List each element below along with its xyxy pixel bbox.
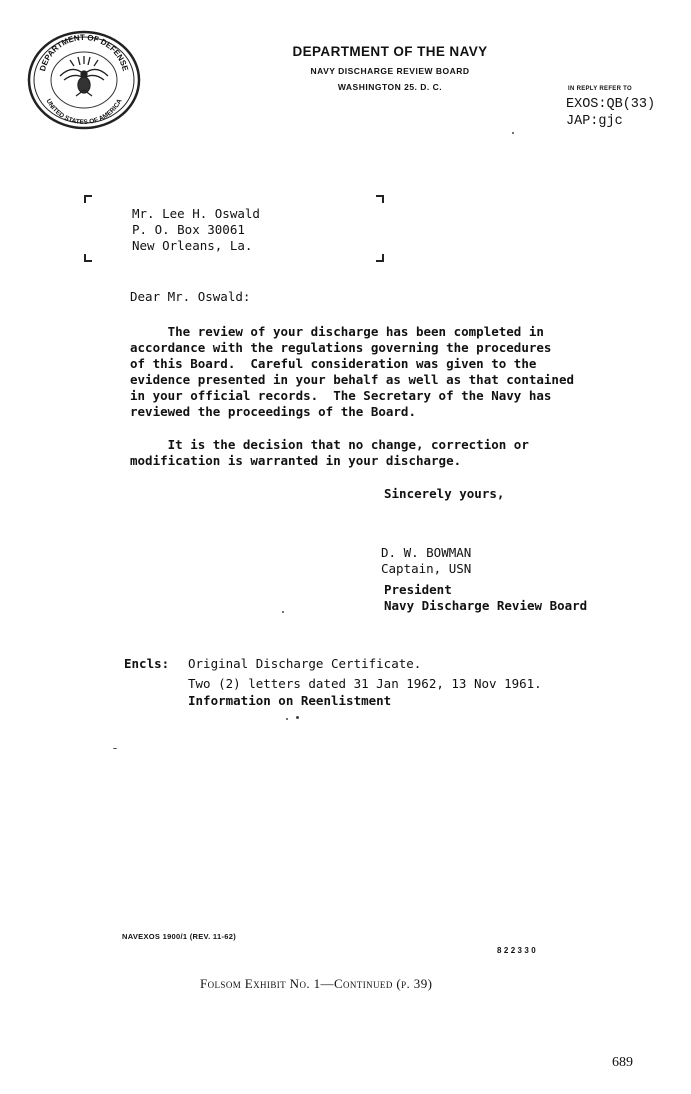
enclosure-item: Original Discharge Certificate. [188,656,422,671]
scan-speck [296,716,299,719]
scan-speck [282,611,284,613]
exhibit-caption: Folsom Exhibit No. 1—Continued (p. 39) [200,976,433,991]
body-line: in your official records. The Secretary of the Navy has [130,388,552,403]
body-line: reviewed the proceedings of the Board. [130,404,416,419]
location-heading: WASHINGTON 25. D. C. [337,82,443,92]
form-number: NAVEXOS 1900/1 (REV. 11-62) [122,932,236,941]
typist-initials: JAP:gjc [566,114,623,129]
board-heading: NAVY DISCHARGE REVIEW BOARD [310,66,470,76]
closing: Sincerely yours, [384,486,505,501]
enclosure-item: Two (2) letters dated 31 Jan 1962, 13 Nov 1961. [188,676,542,691]
address-corner-mark [376,254,384,262]
enclosures-label: Encls: [124,656,170,671]
signer-rank: Captain, USN [381,561,472,576]
address-corner-mark [84,195,92,203]
reply-refer-label: IN REPLY REFER TO [568,86,633,92]
body-line: modification is warranted in your discharge. [130,453,462,468]
body-line: The review of your discharge has been completed in [130,324,544,339]
enclosure-item: Information on Reenlistment [188,693,392,708]
address-line: P. O. Box 30061 [132,222,245,237]
department-seal [26,30,142,130]
scan-speck [113,748,117,749]
document-code: 822330 [497,946,539,955]
salutation: Dear Mr. Oswald: [130,289,251,304]
signer-organization: Navy Discharge Review Board [384,598,588,613]
body-line: It is the decision that no change, correction or [130,437,529,452]
address-line: Mr. Lee H. Oswald [132,206,260,221]
address-corner-mark [84,254,92,262]
scan-speck [286,718,288,720]
address-corner-mark [376,195,384,203]
address-line: New Orleans, La. [132,238,253,253]
signer-title: President [384,582,452,597]
seal-bottom-text: UNITED STATES OF AMERICA [44,98,124,127]
body-line: of this Board. Careful consideration was given to the [130,356,537,371]
body-line: evidence presented in your behalf as well as that contained [130,372,575,387]
signer-name: D. W. BOWMAN [381,545,472,560]
reply-reference-code: EXOS:QB(33) [566,97,656,112]
scan-speck [512,132,514,134]
seal-top-text: DEPARTMENT OF DEFENSE [38,32,130,73]
page-number: 689 [612,1055,633,1070]
body-line: accordance with the regulations governing the procedures [130,340,552,355]
department-heading: DEPARTMENT OF THE NAVY [292,44,488,59]
